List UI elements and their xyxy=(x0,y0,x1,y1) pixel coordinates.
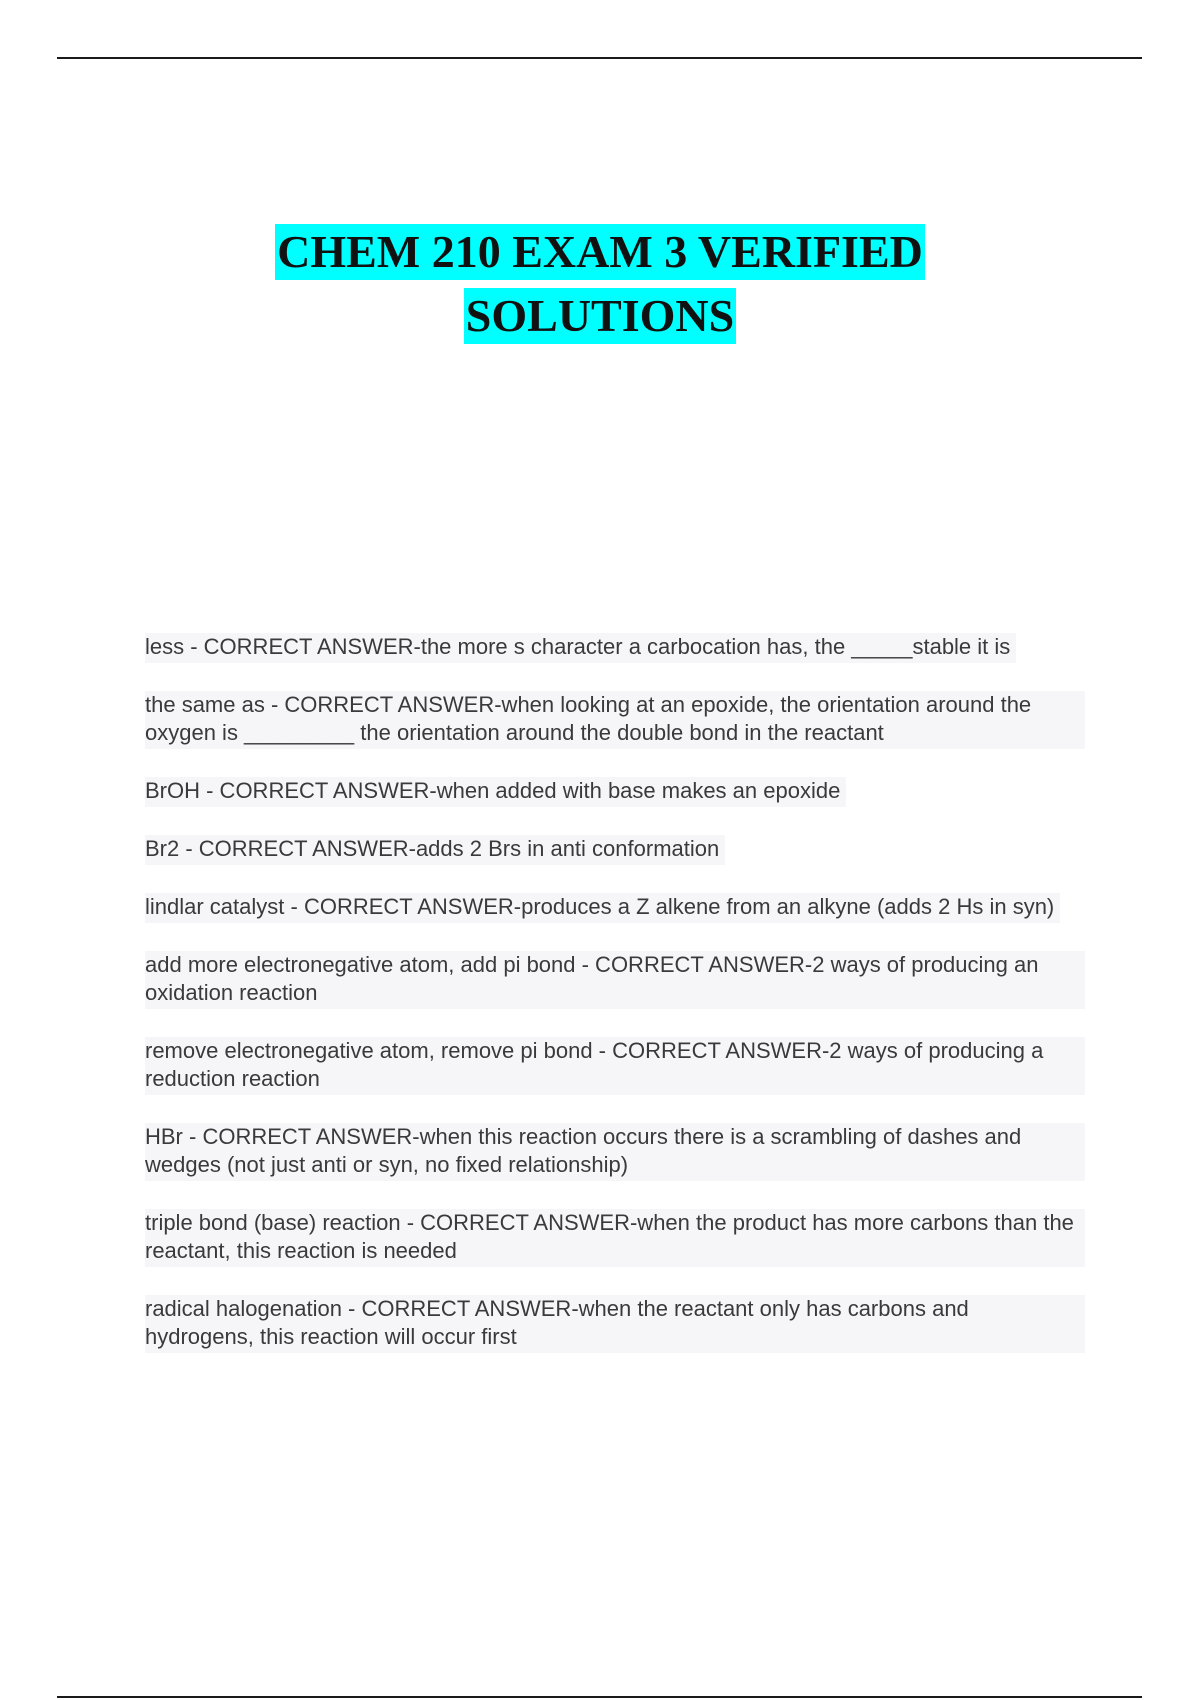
answer-text: add more electronegative atom, add pi bond - CORRECT ANSWER-2 ways of producing an oxidation reaction xyxy=(145,951,1085,1009)
answer-text: HBr - CORRECT ANSWER-when this reaction occurs there is a scrambling of dashes and wedges (not just anti or syn, no fixed relationship) xyxy=(145,1123,1085,1181)
title-line-1: CHEM 210 EXAM 3 VERIFIED xyxy=(275,224,925,280)
answer-list xyxy=(145,633,1085,1381)
answer-text: BrOH - CORRECT ANSWER-when added with base makes an epoxide xyxy=(145,777,846,807)
top-rule xyxy=(57,57,1142,59)
answer-text: less - CORRECT ANSWER-the more s character a carbocation has, the _____stable it is xyxy=(145,633,1016,663)
list-item xyxy=(145,951,1085,1037)
list-item xyxy=(145,1295,1085,1381)
document-title xyxy=(0,224,1200,344)
list-item xyxy=(145,893,1085,951)
list-item xyxy=(145,691,1085,777)
bottom-rule xyxy=(57,1696,1142,1698)
answer-text: Br2 - CORRECT ANSWER-adds 2 Brs in anti conformation xyxy=(145,835,725,865)
list-item xyxy=(145,835,1085,893)
answer-text: lindlar catalyst - CORRECT ANSWER-produces a Z alkene from an alkyne (adds 2 Hs in syn) xyxy=(145,893,1060,923)
answer-text: the same as - CORRECT ANSWER-when looking at an epoxide, the orientation around the oxygen is _________ the orientation around the double bond in the reactant xyxy=(145,691,1085,749)
list-item xyxy=(145,633,1085,691)
list-item xyxy=(145,777,1085,835)
title-line-2: SOLUTIONS xyxy=(464,288,736,344)
list-item xyxy=(145,1123,1085,1209)
answer-text: remove electronegative atom, remove pi bond - CORRECT ANSWER-2 ways of producing a reduction reaction xyxy=(145,1037,1085,1095)
list-item xyxy=(145,1037,1085,1123)
list-item xyxy=(145,1209,1085,1295)
answer-text: radical halogenation - CORRECT ANSWER-when the reactant only has carbons and hydrogens, this reaction will occur first xyxy=(145,1295,1085,1353)
answer-text: triple bond (base) reaction - CORRECT ANSWER-when the product has more carbons than the reactant, this reaction is needed xyxy=(145,1209,1085,1267)
